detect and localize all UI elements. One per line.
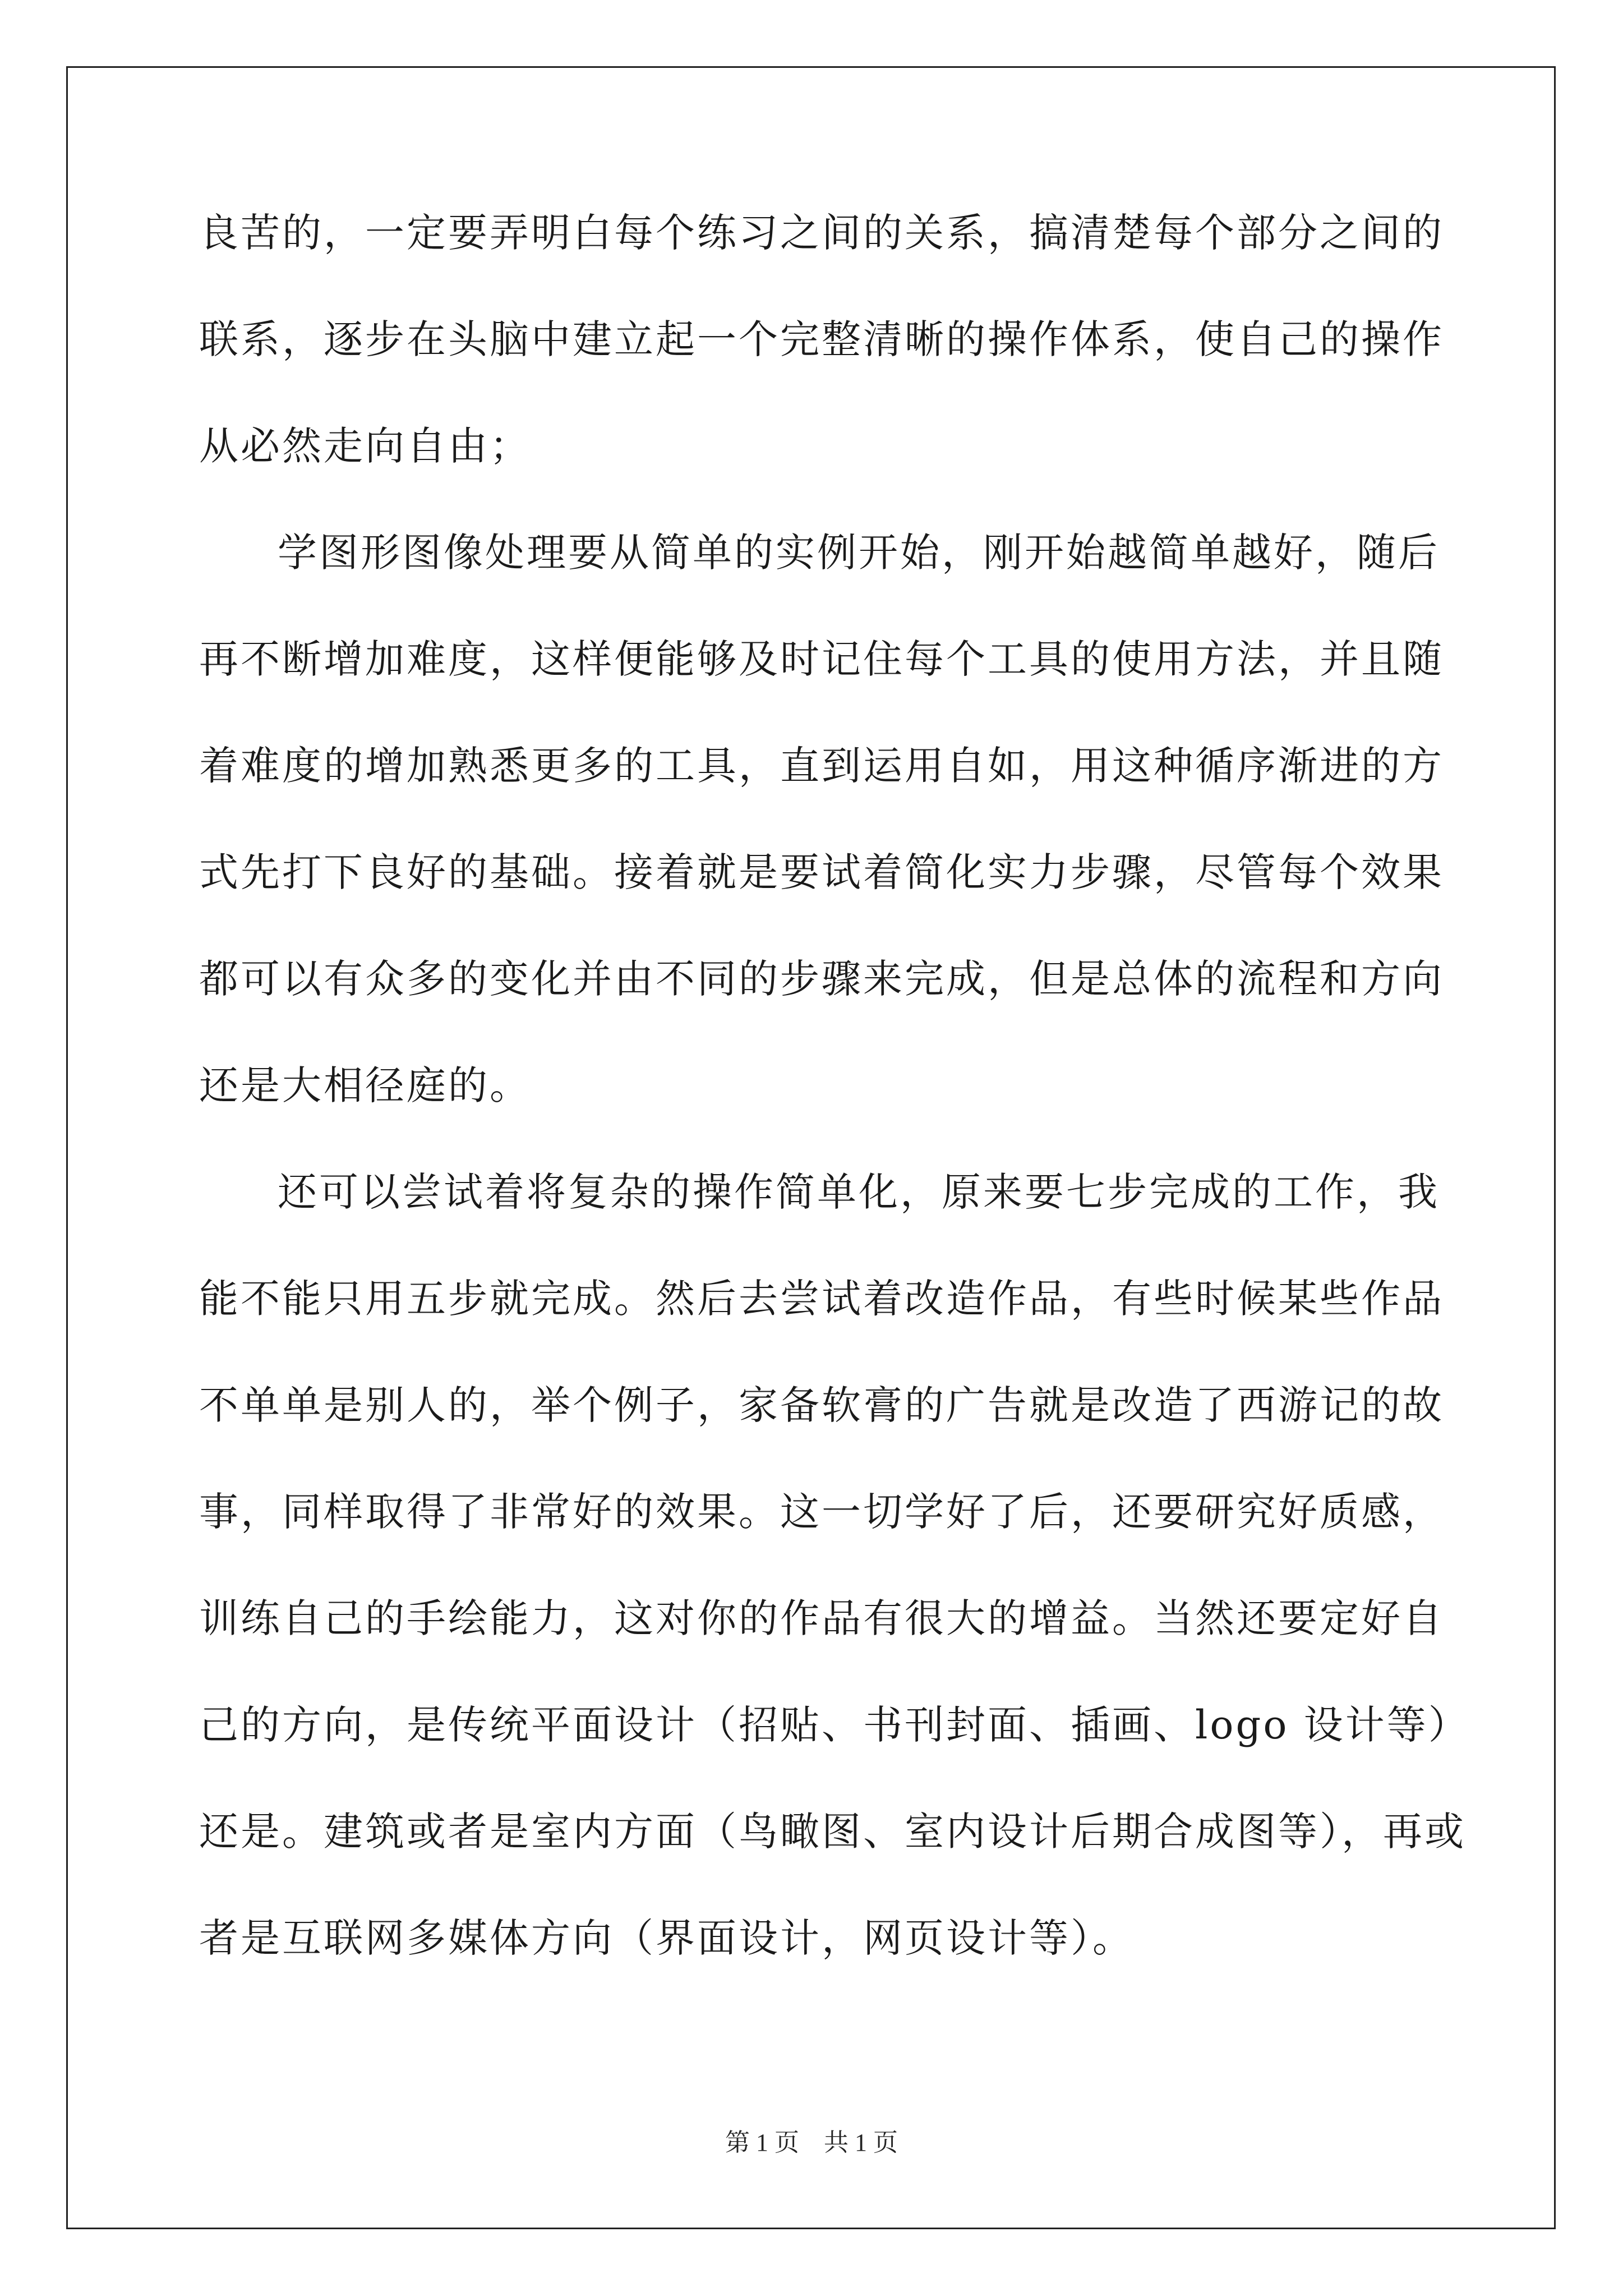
paragraph-line: 不单单是别人的，举个例子，家备软膏的广告就是改造了西游记的故	[199, 1382, 1444, 1428]
paragraph-line: 还是大相径庭的。	[199, 1062, 531, 1108]
paragraph-line: 联系，逐步在头脑中建立起一个完整清晰的操作体系，使自己的操作	[199, 316, 1444, 362]
document-body	[199, 210, 1470, 2025]
paragraph-line: 良苦的，一定要弄明白每个练习之间的关系，搞清楚每个部分之间的	[199, 210, 1444, 256]
paragraph-line: 还可以尝试着将复杂的操作简单化，原来要七步完成的工作，我	[278, 1169, 1440, 1215]
paragraph-line: 再不断增加难度，这样便能够及时记住每个工具的使用方法，并且随	[199, 636, 1444, 682]
paragraph-line: 式先打下良好的基础。接着就是要试着简化实力步骤，尽管每个效果	[199, 849, 1444, 895]
paragraph-line: 从必然走向自由；	[199, 423, 531, 469]
paragraph-line: 都可以有众多的变化并由不同的步骤来完成，但是总体的流程和方向	[199, 956, 1444, 1002]
paragraph-line: 训练自己的手绘能力，这对你的作品有很大的增益。当然还要定好自	[199, 1595, 1444, 1641]
paragraph-line: 学图形图像处理要从简单的实例开始，刚开始越简单越好，随后	[278, 530, 1440, 576]
page-number-footer: 第 1 页 共 1 页	[725, 2129, 898, 2156]
paragraph-line: 己的方向，是传统平面设计（招贴、书刊封面、插画、logo 设计等）	[199, 1702, 1470, 1748]
paragraph-line: 能不能只用五步就完成。然后去尝试着改造作品，有些时候某些作品	[199, 1276, 1444, 1322]
paragraph-line: 着难度的增加熟悉更多的工具，直到运用自如，用这种循序渐进的方	[199, 743, 1444, 789]
paragraph-line: 事，同样取得了非常好的效果。这一切学好了后，还要研究好质感，	[199, 1489, 1444, 1535]
paragraph-line: 者是互联网多媒体方向（界面设计，网页设计等）。	[199, 1915, 1134, 1961]
paragraph-line: 还是。建筑或者是室内方面（鸟瞰图、室内设计后期合成图等），再或	[199, 1809, 1466, 1855]
